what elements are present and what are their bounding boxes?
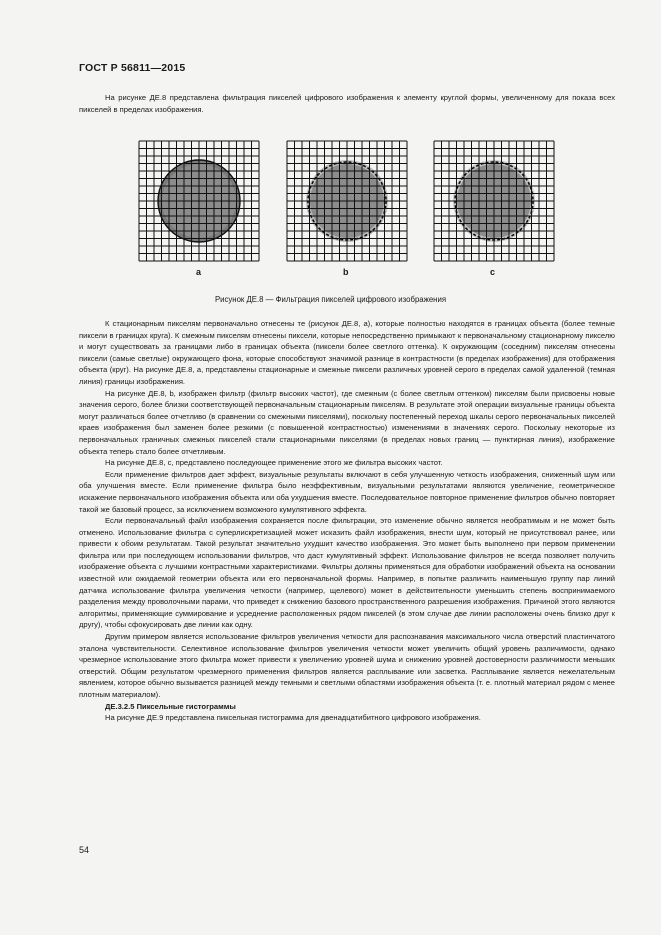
pixel-grid-panel-c: [434, 141, 554, 261]
figure-pixel-filtering: [0, 138, 661, 288]
paragraph-3: На рисунке ДЕ.8, с, представлено последующее применение этого же фильтра высоких частот.: [105, 458, 443, 468]
paragraph-5: Если первоначальный файл изображения сохраняется после фильтрации, это изменение обычно является необратимым и не может быть отменено. Использование фильтра с суперлискретизацией может исказить файл изображения, внести шум, который не присутствовал ранее, или привести к обоим результатам. Такой результат значительно ухудшит качество изображения. Это может быть выполнено при первом применении фильтра или при последующем использовании фильтров, что даст кумулятивный эффект. Использование фильтров не всегда позволяет получить изображение объекта с лучшими контрастными характеристиками. Фильтры должны применяться для обработки изображений объекта на основании известной или ожидаемой геометрии объекта или его первоначальной формы. Например, в попытке различить наименьшую группу пар линий датчика использование фильтра увеличения четкости (например, щелевого) может в действительности уменьшить степень воспринимаемого разделения между проволочными парами, что приведет к снижению базового пространственного разрешения изображения. Причиной этого являются алгоритмы, применяющие суммирование и усреднение расположенных рядом пикселей (в этом случае две линии расположены очень близко друг к другу), чтобы сфокусировать две линии как одну.: [79, 516, 615, 630]
pixel-grid-panel-b: [287, 141, 407, 261]
page-number: 54: [79, 845, 90, 855]
figure-caption: Рисунок ДЕ.8 — Фильтрация пикселей цифрового изображения: [214, 295, 447, 304]
section-heading: ДЕ.3.2.5 Пиксельные гистограммы: [105, 701, 236, 711]
figure-label-a: a: [196, 267, 202, 277]
figure-label-c: c: [490, 267, 496, 277]
main-text: [79, 318, 615, 724]
paragraph-4: Если применение фильтров дает эффект, визуальные результаты включают в себя улучшенную четкость изображения, сниженный шум или оба улучшения вместе. Если применение фильтра было неэффективным, визуальными результатами являются увеличение, геометрическое искажение первоначального изображения объекта или оба ухудшения вместе. Последовательное повторное применение фильтров обычно повторяет такой же базовый процесс, за исключением возможного кумулятивного эффекта.: [79, 469, 615, 514]
pixel-grid-panel-a: [139, 141, 259, 261]
paragraph-6: Другим примером является использование фильтров увеличения четкости для распознавания максимального числа отверстий пластинчатого эталона чувствительности. Селективное использование фильтров увеличения четкости может увеличить общий уровень различимости, однако чрезмерное использование этого фильтра может привести к увеличению уровней шума и снижению уровней достоверности различимости меньших отверстий. Общим результатом чрезмерного применения фильтров является расплывание или засветка. Расплывание является нежелательным явлением, которое обычно вызывается разницей между темными и светлыми областями изображения объекта (т. е. плотный материал рядом с менее плотным материалом).: [79, 632, 615, 699]
intro-text: На рисунке ДЕ.8 представлена фильтрация пикселей цифрового изображения к элементу круглой формы, увеличенному для показа всех пикселей в пределах изображения.: [79, 93, 615, 114]
standard-header: ГОСТ Р 56811—2015: [79, 62, 186, 74]
figure-label-b: b: [343, 267, 349, 277]
paragraph-2: На рисунке ДЕ.8, b, изображен фильтр (фильтр высоких частот), где смежным (с более светлым оттенком) пикселям были присвоены новые значения серого, более близки соответствующей первоначальным стационарным пикселям. В результате этой операции визуальные границы объекта могут различаться более отчетливо (в сравнении со смежными пикселями), поскольку постепенный переход шкалы серого первоначальных пикселей краев изображения был заменен более резкими (с повышенной контрастностью) изменениями в значениях серого. Поскольку некоторые из первоначальных граничных смежных пикселей стали стационарными пикселями (в пределах новых границ — пунктирная линия), изображение объекта теперь стало более отчетливым.: [79, 388, 615, 456]
paragraph-1: К стационарным пикселям первоначально отнесены те (рисунок ДЕ.8, а), которые полностью находятся в границах объекта (более темные пиксели в границах круга). К смежным пикселям отнесены пиксели, которые непосредственно примыкают к первоначальному стационарному пикселю и могут существовать за границами либо в границах объекта (пиксели более светлого оттенка). К окружающим (соседним) пикселям отнесены пиксели (самые светлые) окружающего фона, которые способствуют значимой разнице в контрастности (в пределах изображения) для отображения объекта (круг). На рисунке ДЕ.8, а, представлены стационарные и смежные пиксели различных уровней серого в пределах самой удаленной (темная линия) границы изображения.: [79, 319, 615, 386]
intro-paragraph: [79, 92, 615, 115]
paragraph-7: На рисунке ДЕ.9 представлена пиксельная гистограмма для двенадцатибитного цифрового изображения.: [105, 713, 481, 723]
